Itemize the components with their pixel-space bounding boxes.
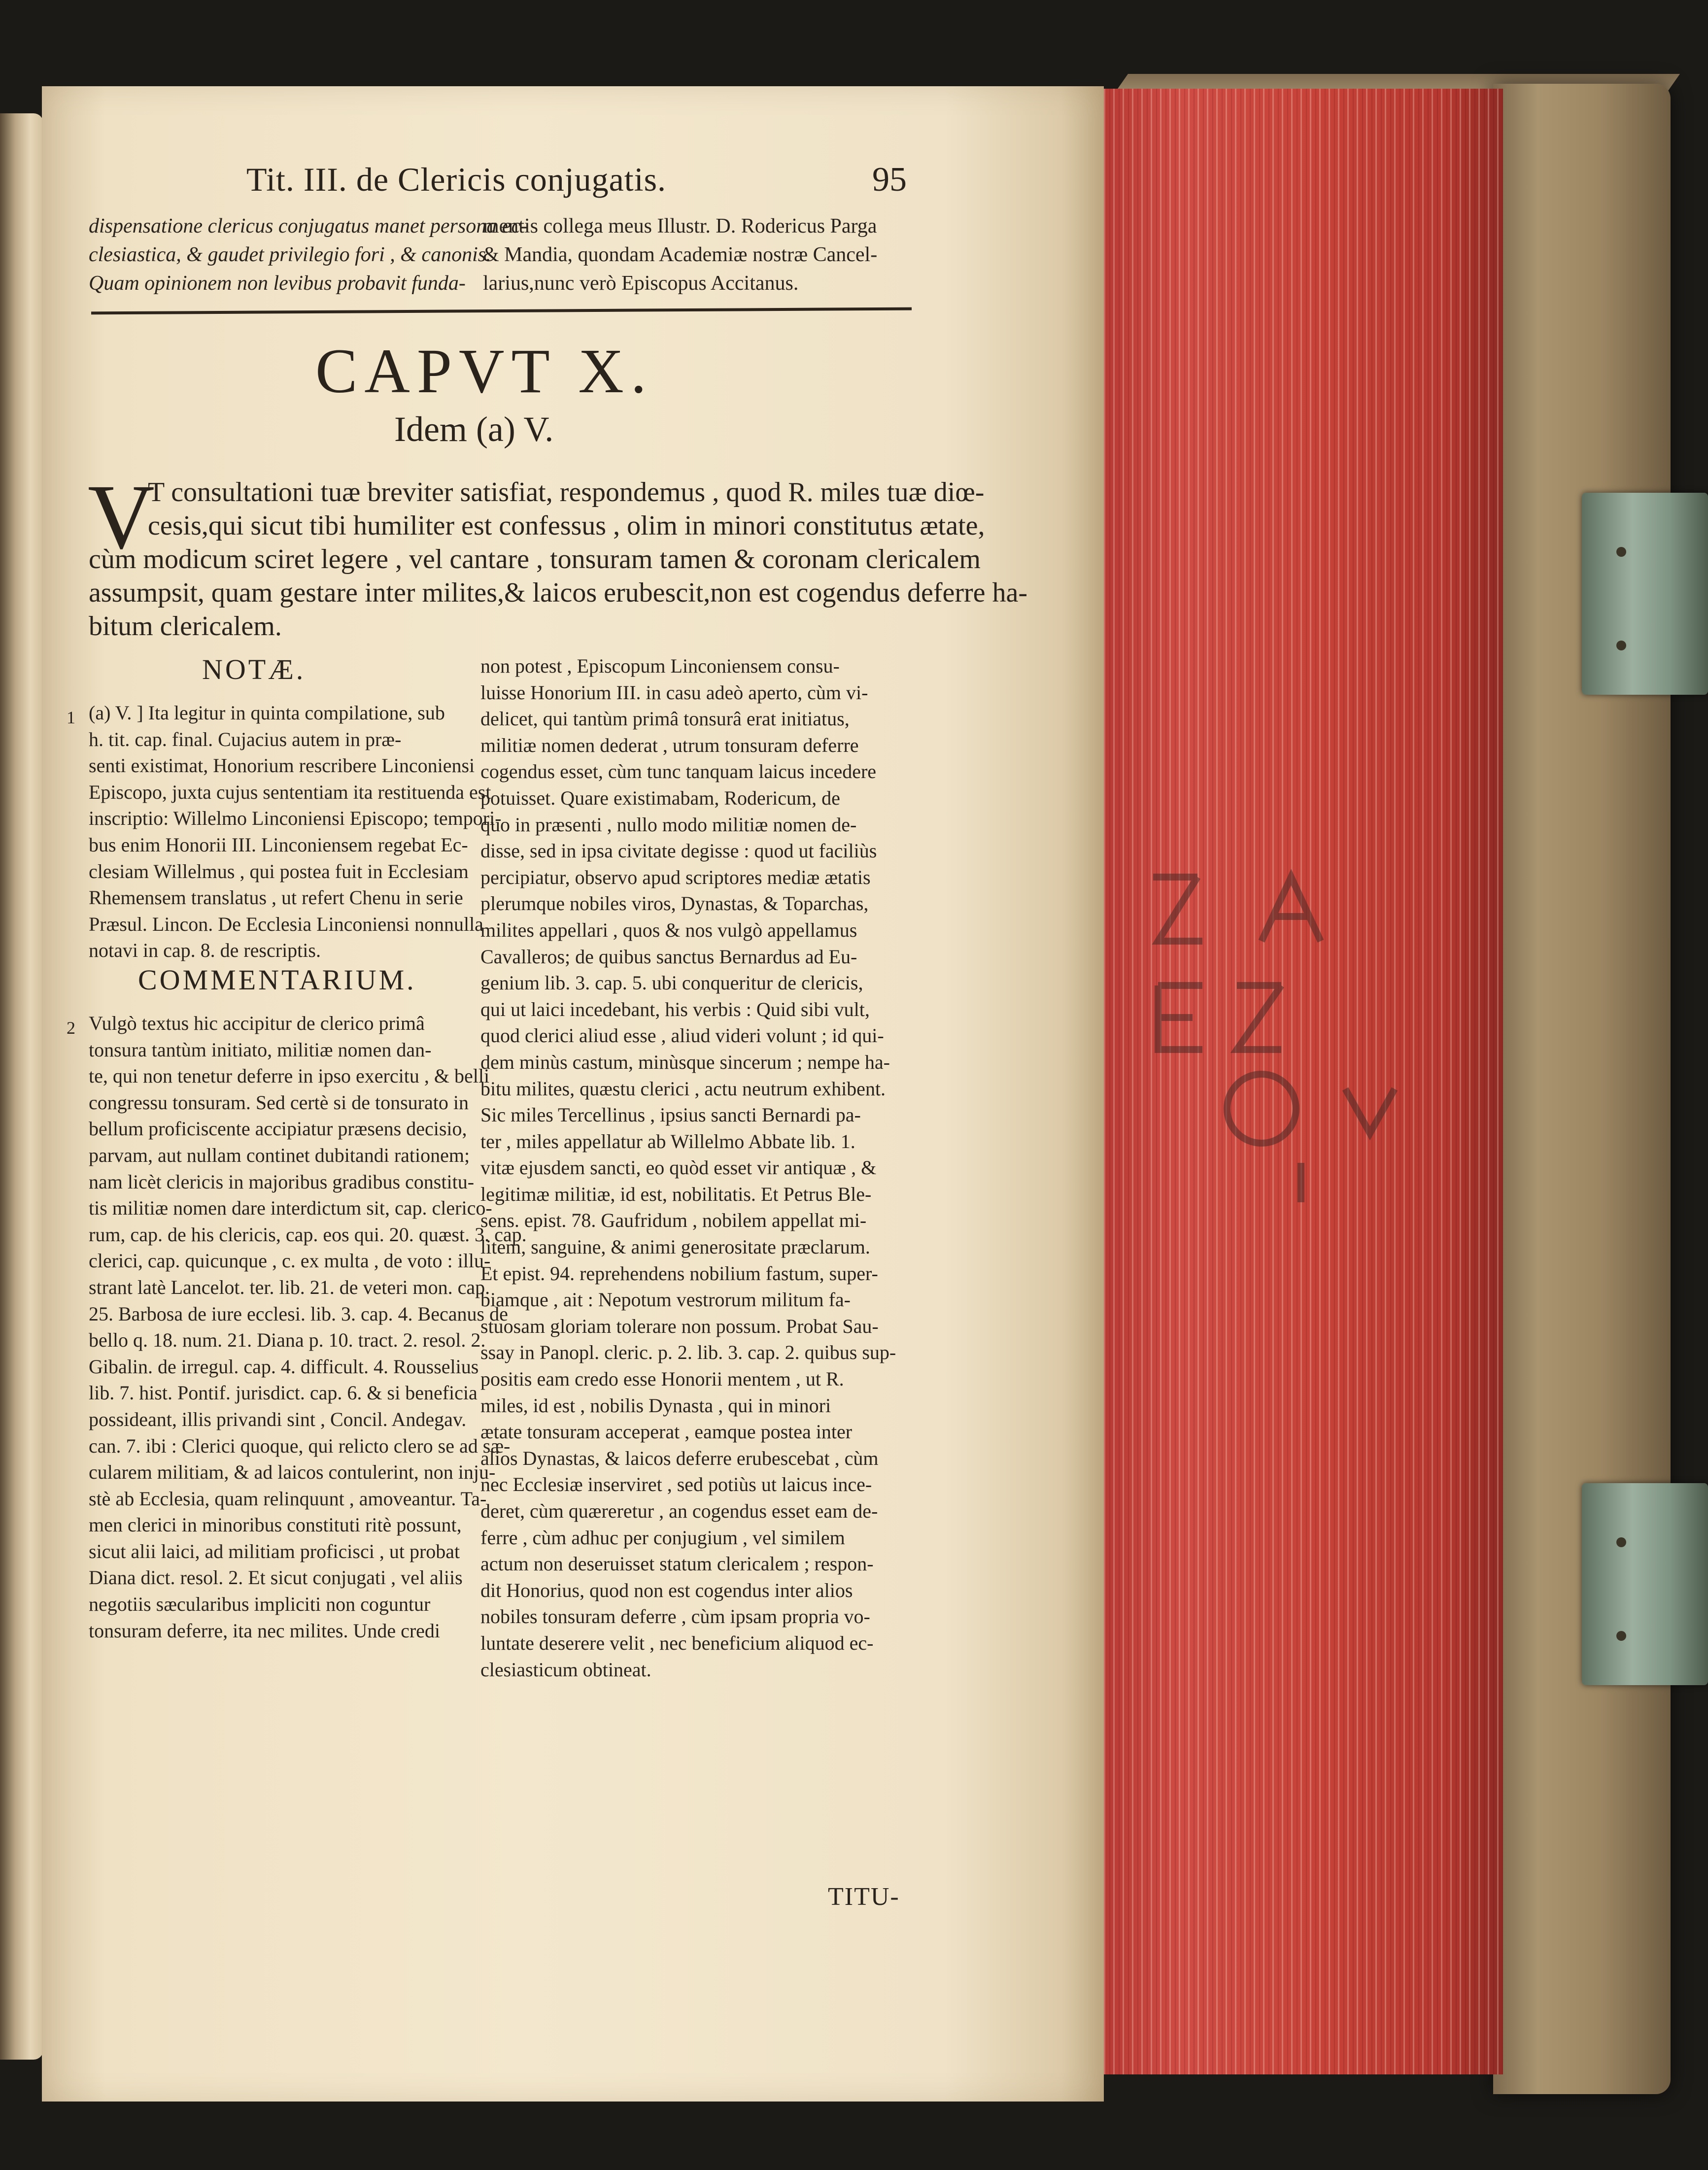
notae-line: bus enim Honorii III. Linconiensem regebat Ec- bbox=[89, 833, 468, 856]
right-column-line: litem, sanguine, & animi generositate præclarum. bbox=[480, 1236, 870, 1258]
commentarium-line: Vulgò textus hic accipitur de clerico primâ bbox=[89, 1012, 425, 1034]
notae-line: clesiam Willelmus , qui postea fuit in Ecclesiam bbox=[89, 860, 469, 882]
commentarium-line: Gibalin. de irregul. cap. 4. difficult. 4. Rousselius bbox=[89, 1355, 479, 1378]
footnote-line: larius,nunc verò Episcopus Accitanus. bbox=[483, 272, 799, 295]
right-column-line: milites appellari , quos & nos vulgò appellamus bbox=[480, 918, 857, 941]
footnote-line: & Mandia, quondam Academiæ nostræ Cancel- bbox=[483, 243, 878, 266]
right-column-line: delicet, qui tantùm primâ tonsurâ erat initiatus, bbox=[480, 708, 850, 730]
previous-page-edge bbox=[0, 113, 43, 2060]
ownership-stamp bbox=[1138, 857, 1473, 1202]
right-column-line: militiæ nomen dederat , utrum tonsuram deferre bbox=[480, 734, 859, 756]
commentarium-line: possideant, illis privandi sint , Concil. Andegav. bbox=[89, 1408, 467, 1430]
red-fore-edge bbox=[1104, 89, 1503, 2074]
commentarium-line: lib. 7. hist. Pontif. jurisdict. cap. 6. & si beneficia bbox=[89, 1382, 478, 1404]
right-column-line: ssay in Panopl. cleric. p. 2. lib. 3. cap. 2. quibus sup- bbox=[480, 1341, 896, 1364]
clasp-rivet bbox=[1616, 641, 1626, 650]
notae-line: h. tit. cap. final. Cujacius autem in præ- bbox=[89, 728, 402, 750]
clasp-upper bbox=[1582, 493, 1708, 695]
footnote-line: dispensatione clericus conjugatus manet persona ec- bbox=[89, 215, 527, 237]
right-column-line: sens. epist. 78. Gaufridum , nobilem appellat mi- bbox=[480, 1209, 867, 1232]
margin-number: 1 bbox=[67, 708, 75, 727]
chapter-title: CAPVT X. bbox=[315, 336, 653, 406]
right-column-line: dem minùs castum, minùsque sincerum ; nempe ha- bbox=[480, 1051, 890, 1073]
right-column-line: nec Ecclesiæ inserviret , sed potiùs ut laicus ince- bbox=[480, 1473, 872, 1496]
right-column-line: actum non deseruisset statum clericalem ; respon- bbox=[480, 1553, 874, 1575]
right-column-line: alios Dynastas, & laicos deferre erubescebat , cùm bbox=[480, 1447, 879, 1469]
right-column-line: ætate tonsuram acceperat , eamque postea inter bbox=[480, 1421, 853, 1443]
commentarium-line: can. 7. ibi : Clerici quoque, qui relicto clero se ad sæ- bbox=[89, 1434, 511, 1457]
running-title: Tit. III. de Clericis conjugatis. bbox=[246, 161, 667, 198]
decretal-line: cesis,qui sicut tibi humiliter est confessus , olim in minori constitutus ætate, bbox=[148, 510, 985, 541]
commentarium-line: negotiis sæcularibus impliciti non coguntur bbox=[89, 1593, 431, 1616]
right-column-line: miles, id est , nobilis Dynasta , qui in minori bbox=[480, 1394, 831, 1417]
right-column-line: luntate deserere velit , nec beneficium aliquod ec- bbox=[480, 1631, 874, 1654]
commentarium-line: rum, cap. de his clericis, cap. eos qui. 20. quæst. 3. cap. bbox=[89, 1223, 527, 1246]
clasp-rivet bbox=[1616, 1631, 1626, 1641]
commentarium-line: te, qui non tenetur deferre in ipso exercitu , & belli bbox=[89, 1065, 490, 1087]
decretal-text bbox=[148, 475, 985, 542]
right-column-line: biamque , ait : Nepotum vestrorum militum fa- bbox=[480, 1288, 851, 1311]
right-column-line: genium lib. 3. cap. 5. ubi conqueritur de clericis, bbox=[480, 972, 863, 994]
right-column-line: dit Honorius, quod non est cogendus inter alios bbox=[480, 1579, 853, 1601]
drop-cap: V bbox=[88, 465, 155, 568]
right-column-line: bitu milites, quæstu clerici , actu neutrum exhibent. bbox=[480, 1077, 886, 1100]
right-column-line: Sic miles Tercellinus , ipsius sancti Bernardi pa- bbox=[480, 1104, 861, 1126]
notae-line: senti existimat, Honorium rescribere Linconiensi bbox=[89, 754, 475, 777]
right-column-line: cogendus esset, cùm tunc tanquam laicus incedere bbox=[480, 760, 877, 783]
notae-line: inscriptio: Willelmo Linconiensi Episcopo; tempori- bbox=[89, 807, 502, 830]
right-column-line: ter , miles appellatur ab Willelmo Abbate lib. 1. bbox=[480, 1130, 855, 1153]
commentarium-line: stè ab Ecclesia, quam relinquunt , amoveantur. Ta- bbox=[89, 1487, 487, 1510]
commentarium-line: nam licèt clericis in majoribus gradibus constitu- bbox=[89, 1170, 475, 1193]
right-column-line: quo in præsenti , nullo modo militiæ nomen de- bbox=[480, 813, 857, 836]
catchword: TITU- bbox=[828, 1883, 900, 1911]
notae-heading: NOTÆ. bbox=[202, 653, 306, 685]
chapter-subtitle: Idem (a) V. bbox=[394, 409, 554, 449]
footnote-line: mentis collega meus Illustr. D. Rodericus Parga bbox=[483, 215, 877, 237]
right-column-line: stuosam gloriam tolerare non possum. Probat Sau- bbox=[480, 1315, 879, 1337]
commentarium-line: bellum proficiscente accipiatur præsens decisio, bbox=[89, 1118, 467, 1140]
right-column-line: non potest , Episcopum Linconiensem consu- bbox=[480, 655, 840, 677]
commentarium-text bbox=[89, 1010, 527, 1644]
right-column-line: Et epist. 94. reprehendens nobilium fastum, super- bbox=[480, 1262, 878, 1285]
notae-line: notavi in cap. 8. de rescriptis. bbox=[89, 939, 321, 962]
footnote-right bbox=[483, 212, 877, 298]
commentarium-line: congressu tonsuram. Sed certè si de tonsurato in bbox=[89, 1091, 469, 1114]
decretal-line: bitum clericalem. bbox=[89, 611, 282, 642]
right-column-line: nobiles tonsuram deferre , cùm ipsam propria vo- bbox=[480, 1605, 870, 1628]
notae-line: Episcopo, juxta cujus sententiam ita restituenda est bbox=[89, 780, 491, 803]
right-column-line: plerumque nobiles viros, Dynastas, & Toparchas, bbox=[480, 892, 869, 915]
commentarium-line: sicut alii laici, ad militiam proficisci , ut probat bbox=[89, 1540, 460, 1562]
clasp-rivet bbox=[1616, 1537, 1626, 1547]
right-column-line: quod clerici aliud esse , aliud videri volunt ; id qui- bbox=[480, 1024, 884, 1047]
commentarium-line: clerici, cap. quicunque , c. ex multa , de voto : illu- bbox=[89, 1250, 491, 1272]
notae-line: Præsul. Lincon. De Ecclesia Linconiensi nonnulla bbox=[89, 913, 483, 935]
binding-board bbox=[1493, 84, 1671, 2094]
right-column-line: potuisset. Quare existimabam, Rodericum, de bbox=[480, 786, 840, 809]
right-column-line: deret, cùm quæreretur , an cogendus esset eam de- bbox=[480, 1500, 878, 1522]
right-column-line: legitimæ militiæ, id est, nobilitatis. Et Petrus Ble- bbox=[480, 1183, 872, 1205]
right-column-line: luisse Honorium III. in casu adeò aperto, cùm vi- bbox=[480, 681, 868, 704]
commentarium-line: tonsura tantùm initiato, militiæ nomen dan- bbox=[89, 1038, 432, 1061]
decretal-line: cùm modicum sciret legere , vel cantare , tonsuram tamen & coronam clericalem bbox=[89, 544, 981, 575]
notae-line: (a) V. ] Ita legitur in quinta compilatione, sub bbox=[89, 702, 445, 724]
footnote-line: clesiastica, & gaudet privilegio fori , & canonis. bbox=[89, 243, 491, 266]
right-column-line: ferre , cùm adhuc per conjugium , vel similem bbox=[480, 1526, 845, 1549]
right-column-text bbox=[480, 653, 896, 1683]
footnote-left bbox=[89, 212, 527, 298]
commentarium-line: parvam, aut nullam continet dubitandi rationem; bbox=[89, 1144, 470, 1166]
right-column-line: Cavalleros; de quibus sanctus Bernardus ad Eu- bbox=[480, 945, 857, 968]
commentarium-heading: COMMENTARIUM. bbox=[138, 964, 416, 996]
decretal-line: assumpsit, quam gestare inter milites,& laicos erubescit,non est cogendus deferre ha- bbox=[89, 577, 1027, 608]
right-column-line: positis eam credo esse Honorii mentem , ut R. bbox=[480, 1368, 844, 1390]
commentarium-line: strant latè Lancelot. ter. lib. 21. de veteri mon. cap. bbox=[89, 1276, 490, 1298]
commentarium-line: cularem militiam, & ad laicos contulerint, non inju- bbox=[89, 1461, 496, 1484]
commentarium-line: tonsuram deferre, ita nec milites. Unde credi bbox=[89, 1619, 441, 1642]
commentarium-line: tis militiæ nomen dare interdictum sit, cap. clerico- bbox=[89, 1197, 492, 1220]
right-column-line: disse, sed in ipsa civitate degisse : quod ut faciliùs bbox=[480, 840, 877, 862]
commentarium-line: men clerici in minoribus constituti ritè possunt, bbox=[89, 1514, 462, 1536]
right-column-line: percipiatur, observo apud scriptores mediæ ætatis bbox=[480, 866, 871, 888]
right-column-line: vitæ ejusdem sancti, eo quòd esset vir antiquæ , & bbox=[480, 1156, 877, 1179]
clasp-rivet bbox=[1616, 547, 1626, 557]
commentarium-line: 25. Barbosa de iure ecclesi. lib. 3. cap. 4. Becanus de bbox=[89, 1302, 508, 1325]
right-column-line: clesiasticum obtineat. bbox=[480, 1658, 651, 1681]
notae-line: Rhemensem translatus , ut refert Chenu in serie bbox=[89, 886, 463, 909]
commentarium-line: bello q. 18. num. 21. Diana p. 10. tract. 2. resol. 2. bbox=[89, 1329, 486, 1352]
notae-text bbox=[89, 700, 502, 964]
footnote-line: Quam opinionem non levibus probavit funda- bbox=[89, 272, 466, 295]
clasp-lower bbox=[1582, 1483, 1708, 1685]
decretal-line: T consultationi tuæ breviter satisfiat, respondemus , quod R. miles tuæ diœ- bbox=[148, 477, 985, 508]
right-column-line: qui ut laici incedebant, his verbis : Quid sibi vult, bbox=[480, 998, 870, 1020]
decretal-text-full bbox=[89, 542, 1027, 643]
page-number: 95 bbox=[872, 161, 907, 199]
margin-number: 2 bbox=[67, 1018, 75, 1038]
commentarium-line: Diana dict. resol. 2. Et sicut conjugati , vel aliis bbox=[89, 1566, 463, 1589]
